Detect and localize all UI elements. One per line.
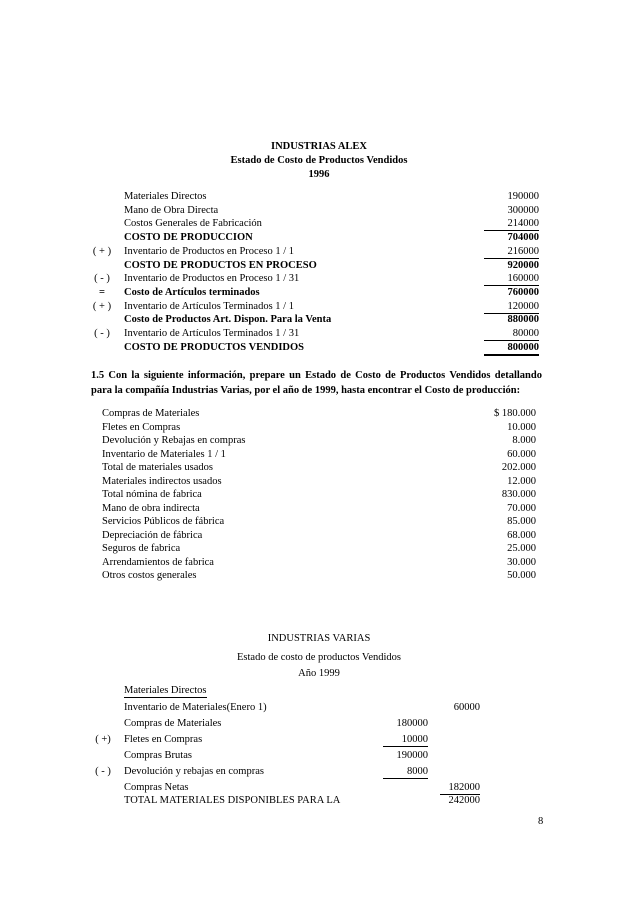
data-list-value: 60.000 bbox=[507, 448, 536, 460]
statement1-row-label: Inventario de Productos en Proceso 1 / 1 bbox=[124, 245, 295, 257]
data-list-label: Devolución y Rebajas en compras bbox=[102, 435, 246, 446]
statement1-row bbox=[0, 341, 638, 355]
data-list-item bbox=[0, 448, 638, 462]
data-list-item bbox=[0, 421, 638, 435]
data-list-item bbox=[0, 488, 638, 502]
data-list-item bbox=[0, 515, 638, 529]
data-list-item bbox=[0, 569, 638, 583]
statement1-row-sign: ( + ) bbox=[92, 300, 112, 312]
statement1-row bbox=[0, 245, 638, 259]
data-list-value: 68.000 bbox=[507, 529, 536, 541]
statement1-row bbox=[0, 217, 638, 231]
data-list-item bbox=[0, 475, 638, 489]
data-list-value: 8.000 bbox=[512, 435, 536, 446]
statement2-row-col2: 60000 bbox=[453, 702, 480, 713]
statement1-row-value: 760000 bbox=[507, 286, 539, 298]
statement1-row-label: Inventario de Artículos Terminados 1 / 1 bbox=[124, 300, 294, 312]
data-list-value: 85.000 bbox=[507, 516, 536, 527]
statement2-row-label: TOTAL MATERIALES DISPONIBLES PARA LA bbox=[124, 795, 341, 806]
data-list-item bbox=[0, 556, 638, 570]
statement1-row-sign: ( - ) bbox=[94, 328, 110, 339]
statement1-year: 1996 bbox=[308, 169, 330, 180]
statement1-row-label: Inventario de Productos en Proceso 1 / 31 bbox=[124, 273, 300, 285]
statement2-row bbox=[0, 684, 638, 698]
statement1-row-sign: ( + ) bbox=[92, 245, 112, 257]
statement1-title: Estado de Costo de Productos Vendidos bbox=[230, 155, 408, 166]
statement2-row-sign: ( +) bbox=[95, 734, 111, 745]
statement1-row bbox=[0, 231, 638, 245]
statement2-row bbox=[0, 717, 638, 731]
statement1-row bbox=[0, 286, 638, 300]
statement2-row bbox=[0, 733, 638, 747]
statement1-row-label: Costos Generales de Fabricación bbox=[124, 218, 262, 230]
statement1-row bbox=[0, 204, 638, 218]
data-list-label: Inventario de Materiales 1 / 1 bbox=[102, 448, 226, 460]
data-list-label: Fletes en Compras bbox=[102, 421, 181, 433]
data-list-value: 50.000 bbox=[507, 570, 536, 581]
data-list-item bbox=[0, 529, 638, 543]
statement2-row bbox=[0, 765, 638, 779]
statement1-row-label: COSTO DE PRODUCCION bbox=[124, 232, 253, 244]
data-list-label: Arrendamientos de fabrica bbox=[102, 556, 214, 568]
statement1-row-value: 190000 bbox=[507, 191, 539, 202]
statement2-row bbox=[0, 749, 638, 763]
data-list-value: 202.000 bbox=[501, 462, 536, 473]
statement1-row-value: 80000 bbox=[484, 327, 539, 341]
statement1-row-sign: ( - ) bbox=[94, 273, 110, 285]
statement1-row bbox=[0, 300, 638, 314]
statement1-row bbox=[0, 259, 638, 273]
data-list-label: Mano de obra indirecta bbox=[102, 502, 200, 514]
statement2-year: Año 1999 bbox=[298, 668, 340, 679]
statement2-row-col1: 8000 bbox=[383, 765, 428, 779]
statement1-row-value: 160000 bbox=[484, 272, 539, 286]
data-list-value: 25.000 bbox=[507, 543, 536, 554]
data-list-label: Depreciación de fábrica bbox=[102, 529, 203, 541]
data-list-label: Seguros de fabrica bbox=[102, 543, 181, 554]
statement1-row-value: 920000 bbox=[507, 259, 539, 271]
statement2-row bbox=[0, 781, 638, 795]
exercise-line-1: 1.5 Con la siguiente información, prepare un Estado de Costo de Productos Vendidos detallando bbox=[91, 370, 542, 381]
data-list-value: 12.000 bbox=[507, 475, 536, 487]
statement1-row-value: 800000 bbox=[484, 341, 539, 356]
statement1-row-label: Inventario de Artículos Terminados 1 / 31 bbox=[124, 328, 300, 339]
data-list-value: $ 180.000 bbox=[494, 408, 536, 419]
statement1-row bbox=[0, 313, 638, 327]
statement2-row-label: Devolución y rebajas en compras bbox=[124, 766, 264, 777]
statement2-row-col2: 182000 bbox=[440, 781, 480, 795]
data-list-label: Total nómina de fabrica bbox=[102, 489, 202, 500]
data-list-value: 10.000 bbox=[507, 421, 536, 433]
data-list-item bbox=[0, 461, 638, 475]
statement1-row bbox=[0, 190, 638, 204]
statement1-row-label: Costo de Artículos terminados bbox=[124, 286, 260, 298]
data-list-value: 30.000 bbox=[507, 556, 536, 568]
statement2-row-col1: 190000 bbox=[396, 750, 428, 761]
data-list-value: 70.000 bbox=[507, 502, 536, 514]
exercise-line-2: para la compañía Industrias Varias, por el año de 1999, hasta encontrar el Costo de producción: bbox=[91, 385, 521, 396]
statement2-row bbox=[0, 794, 638, 808]
statement1-row-value: 704000 bbox=[507, 232, 539, 244]
statement1-row-label: COSTO DE PRODUCTOS VENDIDOS bbox=[124, 341, 305, 353]
data-list-label: Materiales indirectos usados bbox=[102, 475, 222, 487]
statement2-row-label: Compras Brutas bbox=[124, 750, 192, 761]
statement1-row-value: 214000 bbox=[484, 217, 539, 231]
statement2-row-label: Inventario de Materiales(Enero 1) bbox=[124, 702, 267, 713]
page-number: 8 bbox=[538, 816, 544, 827]
statement2-row-label: Materiales Directos bbox=[124, 685, 207, 696]
statement1-row-sign: = bbox=[99, 286, 105, 298]
statement2-row-label: Fletes en Compras bbox=[124, 734, 203, 745]
data-list-label: Compras de Materiales bbox=[102, 408, 200, 419]
statement1-row-label: COSTO DE PRODUCTOS EN PROCESO bbox=[124, 259, 317, 271]
statement1-row-value: 216000 bbox=[484, 245, 539, 259]
statement2-row-label: Compras de Materiales bbox=[124, 718, 222, 729]
data-list-item bbox=[0, 407, 638, 421]
data-list-item bbox=[0, 502, 638, 516]
statement1-row-value: 120000 bbox=[484, 300, 539, 314]
statement1-row bbox=[0, 327, 638, 341]
statement1-row-value: 880000 bbox=[507, 314, 539, 326]
data-list-item bbox=[0, 434, 638, 448]
statement2-company: INDUSTRIAS VARIAS bbox=[267, 633, 371, 644]
data-list-label: Servicios Públicos de fábrica bbox=[102, 516, 225, 527]
statement1-row-label: Costo de Productos Art. Dispon. Para la Venta bbox=[124, 314, 332, 326]
statement2-row-col1: 180000 bbox=[396, 718, 428, 729]
data-list-label: Otros costos generales bbox=[102, 570, 197, 581]
statement2-title: Estado de costo de productos Vendidos bbox=[237, 652, 401, 663]
exercise-paragraph bbox=[91, 368, 542, 398]
statement2-row-col2: 242000 bbox=[448, 795, 480, 806]
statement2-row-col1: 10000 bbox=[383, 733, 428, 747]
statement2-row-sign: ( - ) bbox=[95, 766, 111, 777]
data-list-item bbox=[0, 542, 638, 556]
statement1-row-label: Mano de Obra Directa bbox=[124, 204, 219, 216]
statement2-row-label: Compras Netas bbox=[124, 782, 189, 793]
statement1-row-label: Materiales Directos bbox=[124, 191, 207, 202]
statement1-company: INDUSTRIAS ALEX bbox=[271, 141, 367, 152]
statement1-row-value: 300000 bbox=[507, 204, 539, 216]
statement1-row bbox=[0, 272, 638, 286]
data-list-label: Total de materiales usados bbox=[102, 462, 213, 473]
statement2-row bbox=[0, 701, 638, 715]
data-list-value: 830.000 bbox=[501, 489, 536, 500]
